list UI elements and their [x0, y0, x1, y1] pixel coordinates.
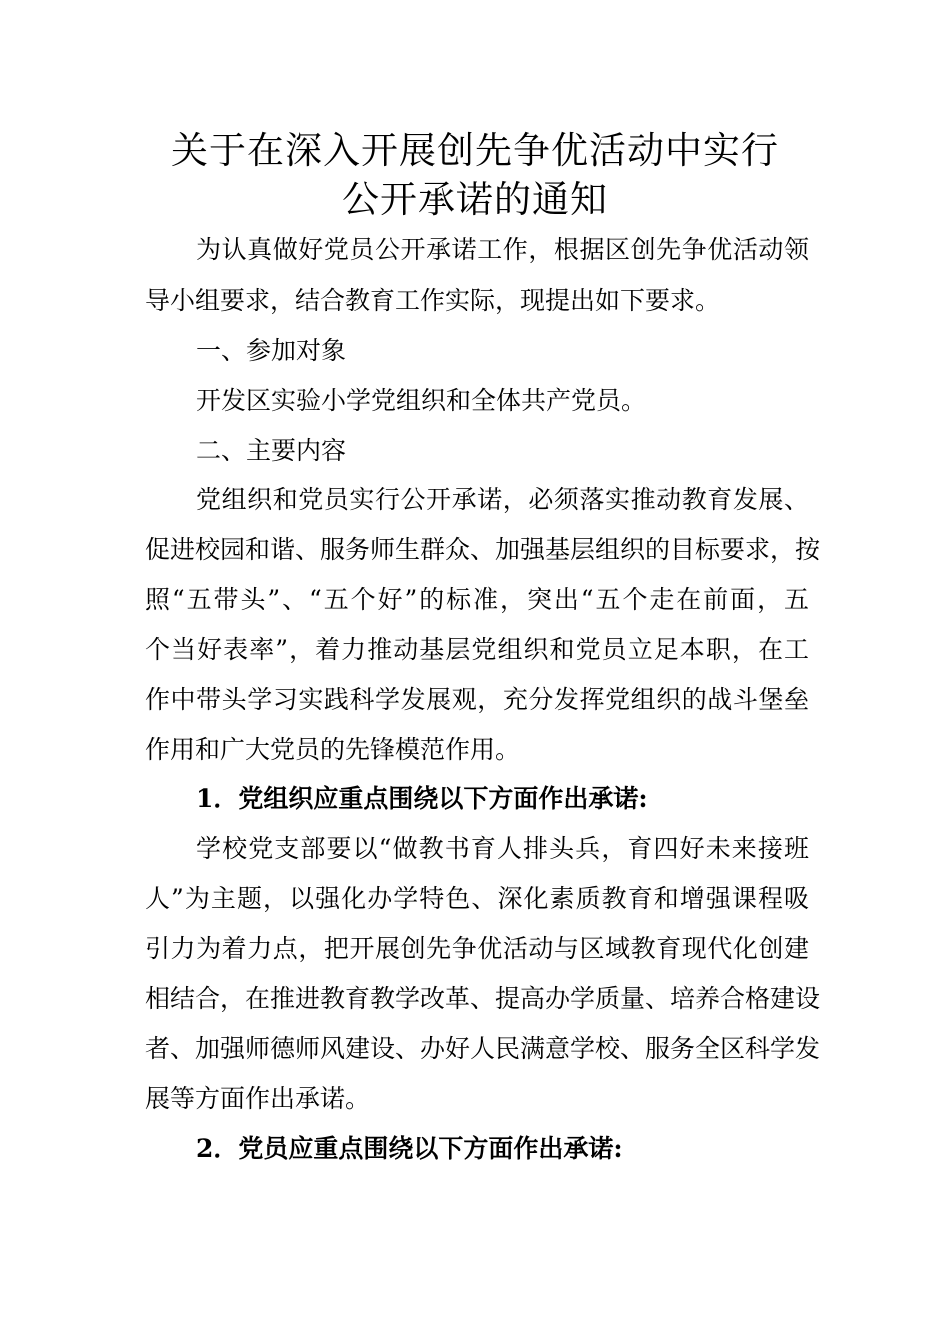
intro-line: 为认真做好党员公开承诺工作，根据区创先争优活动领	[196, 235, 809, 264]
organization-paragraph-line: 人”为主题，以强化办学特色、深化素质教育和增强课程吸	[145, 884, 809, 913]
document-title-line-1: 关于在深入开展创先争优活动中实行	[171, 129, 779, 172]
organization-paragraph-line: 引力为着力点，把开展创先争优活动与区域教育现代化创建	[145, 934, 809, 963]
section-heading-participants: 一、参加对象	[196, 336, 347, 365]
subheading-party-members: 2．党员应重点围绕以下方面作出承诺:	[196, 1134, 623, 1163]
content-paragraph-line: 促进校园和谐、服务师生群众、加强基层组织的目标要求，按	[145, 535, 821, 564]
document-title-line-2: 公开承诺的通知	[342, 178, 608, 221]
content-paragraph-line: 作中带头学习实践科学发展观，充分发挥党组织的战斗堡垒	[145, 685, 809, 714]
content-paragraph-line: 个当好表率”，着力推动基层党组织和党员立足本职，在工	[145, 635, 809, 664]
content-paragraph-line: 作用和广大党员的先锋模范作用。	[145, 735, 521, 764]
subheading-party-organization: 1．党组织应重点围绕以下方面作出承诺:	[196, 784, 648, 813]
organization-paragraph-line: 展等方面作出承诺。	[145, 1084, 371, 1113]
organization-paragraph-line: 学校党支部要以“做教书育人排头兵，育四好未来接班	[196, 834, 809, 863]
organization-paragraph-line: 者、加强师德师风建设、办好人民满意学校、服务全区科学发	[145, 1034, 821, 1063]
intro-line: 导小组要求，结合教育工作实际，现提出如下要求。	[145, 286, 721, 315]
section-text-participants: 开发区实验小学党组织和全体共产党员。	[196, 386, 647, 415]
organization-paragraph-line: 相结合，在推进教育教学改革、提高办学质量、培养合格建设	[145, 984, 821, 1013]
content-paragraph-line: 党组织和党员实行公开承诺，必须落实推动教育发展、	[196, 485, 809, 514]
content-paragraph-line: 照“五带头”、“五个好”的标准，突出“五个走在前面，五	[145, 585, 809, 614]
section-heading-content: 二、主要内容	[196, 436, 347, 465]
